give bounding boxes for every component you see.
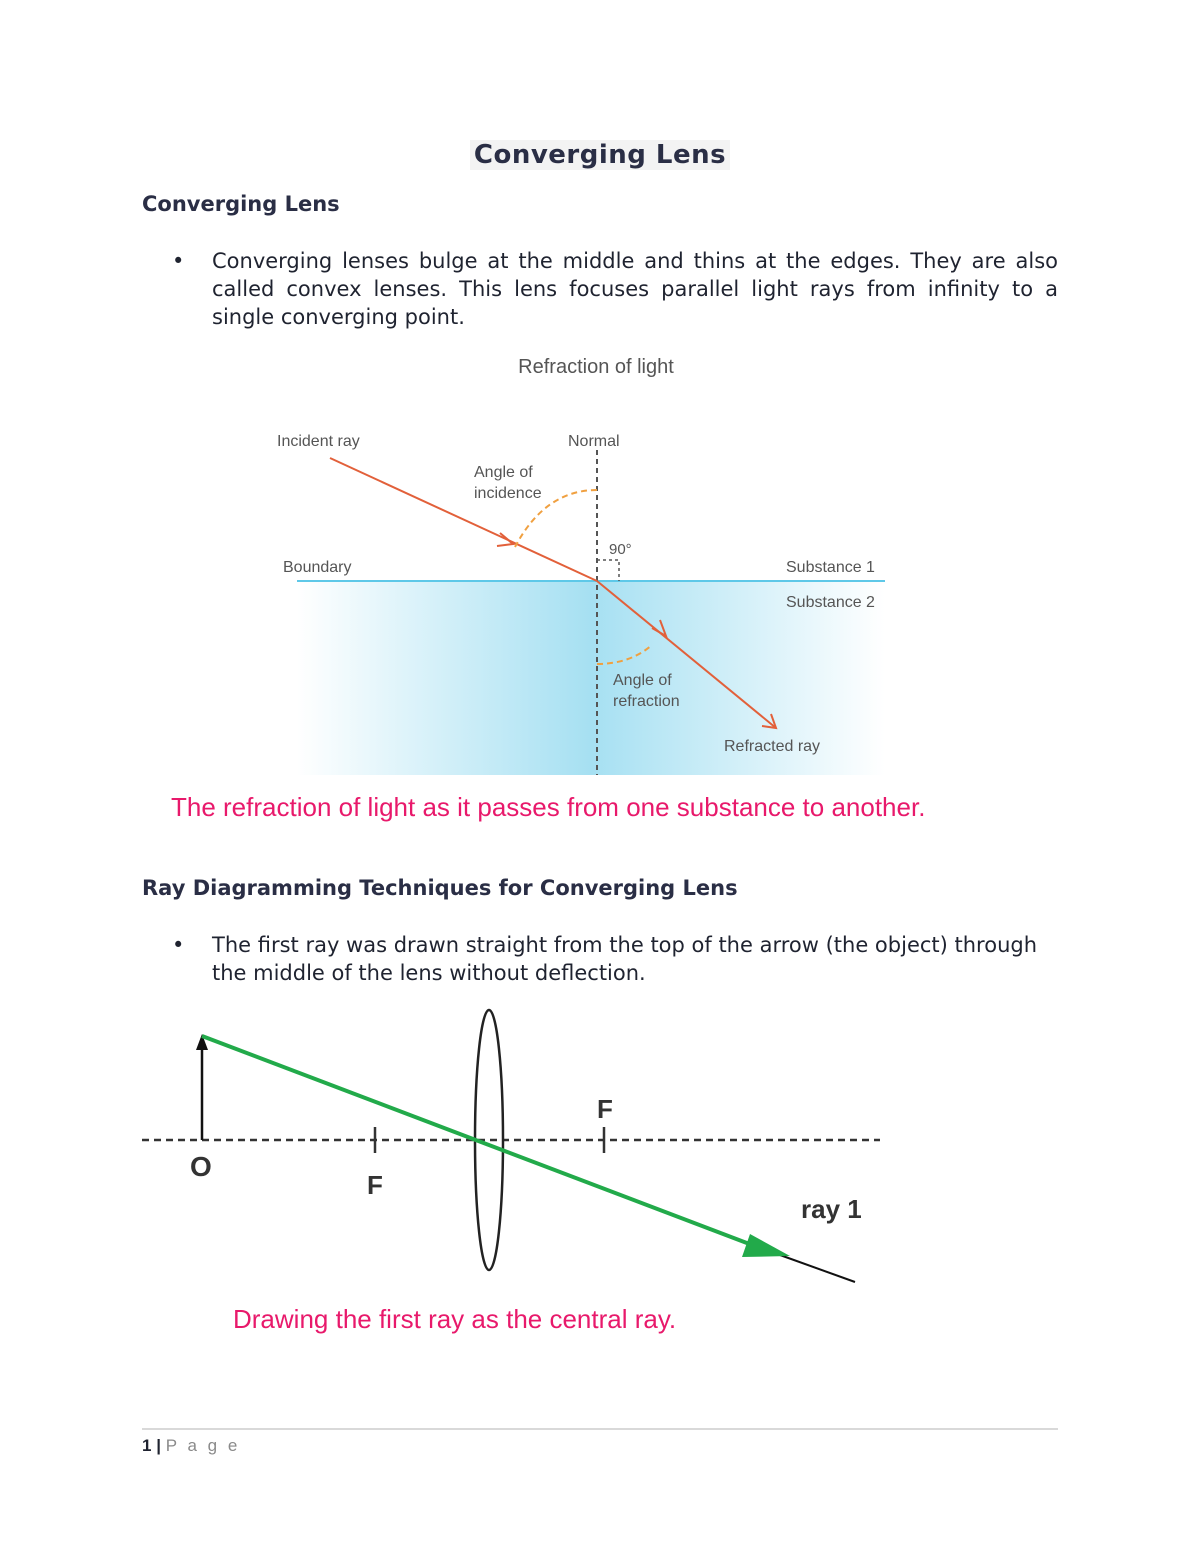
page-title: Converging Lens — [0, 140, 1200, 170]
label-angle-of-incidence-2: incidence — [474, 485, 542, 502]
page-label: P a g e — [165, 1436, 241, 1455]
bullet-text: Converging lenses bulge at the middle and thins at the edges. They are also called convex lenses. This lens focuses parallel light rays from infinity to a single converging point. — [212, 249, 1058, 329]
bullet-text: The first ray was drawn straight from the top of the arrow (the object) through the middle of the lens without deflection. — [212, 933, 1038, 985]
label-substance-1: Substance 1 — [786, 559, 875, 576]
label-focus-right: F — [597, 1094, 613, 1124]
label-right-angle: 90° — [609, 541, 632, 558]
page-footer — [142, 1436, 240, 1456]
footer-separator: | — [156, 1436, 161, 1455]
bullet-first-ray — [172, 931, 1058, 987]
ray-1-arrowhead-icon — [742, 1234, 790, 1257]
label-normal: Normal — [568, 433, 620, 450]
ray-1-extension — [780, 1255, 855, 1282]
label-angle-of-refraction-2: refraction — [613, 693, 680, 710]
label-incident-ray: Incident ray — [277, 433, 360, 450]
central-ray-diagram — [0, 1000, 1200, 1300]
figure1-caption: The refraction of light as it passes from one substance to another. — [171, 792, 926, 822]
figure1-title: Refraction of light — [518, 356, 674, 378]
footer-divider — [142, 1428, 1058, 1430]
section-heading-converging-lens: Converging Lens — [142, 192, 340, 216]
right-angle-marker — [597, 560, 619, 581]
incident-ray — [330, 458, 597, 581]
label-angle-of-refraction-1: Angle of — [613, 672, 672, 689]
bullet-dot-icon: • — [172, 933, 185, 957]
section-heading-ray-diagramming: Ray Diagramming Techniques for Converging Lens — [142, 876, 738, 900]
label-object: O — [190, 1151, 212, 1182]
label-ray-1: ray 1 — [801, 1194, 862, 1224]
label-refracted-ray: Refracted ray — [724, 738, 821, 755]
label-boundary: Boundary — [283, 559, 352, 576]
label-substance-2: Substance 2 — [786, 594, 875, 611]
figure2-caption: Drawing the first ray as the central ray. — [233, 1304, 677, 1334]
label-focus-left: F — [367, 1170, 383, 1200]
label-angle-of-incidence-1: Angle of — [474, 464, 533, 481]
ray-1 — [202, 1036, 760, 1248]
page-number: 1 — [142, 1436, 152, 1455]
bullet-dot-icon: • — [172, 249, 185, 273]
